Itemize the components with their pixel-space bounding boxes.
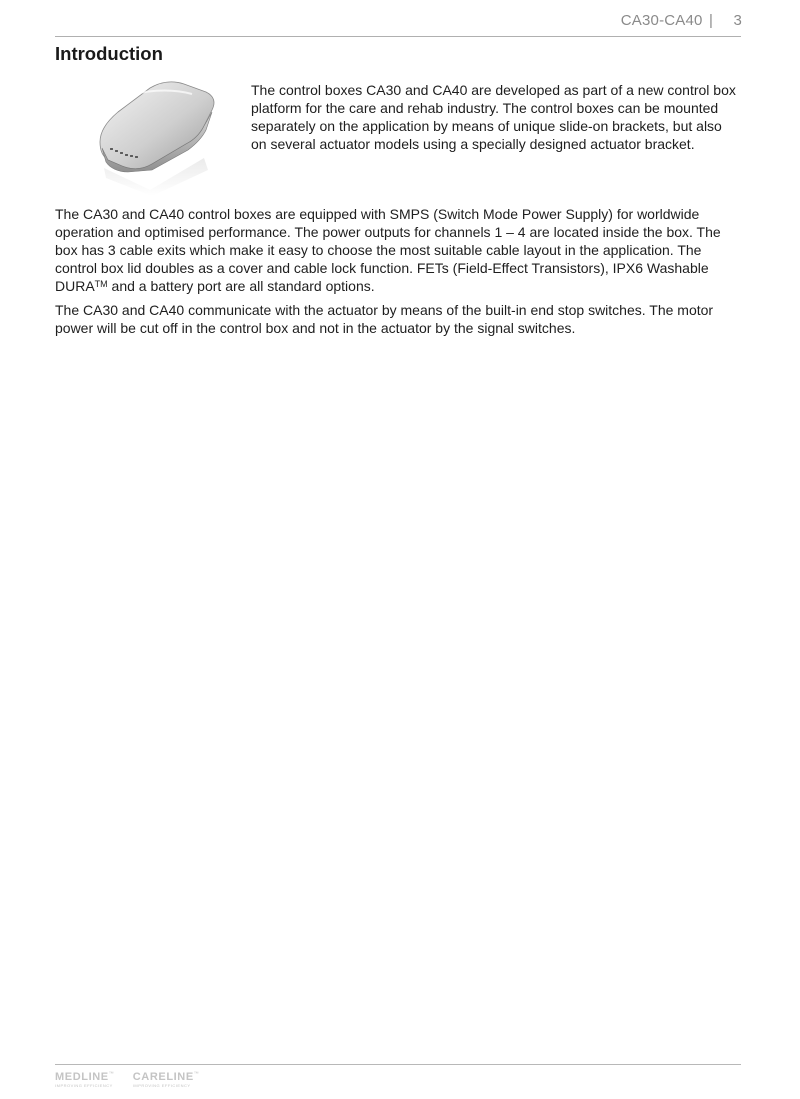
control-box-product-image [92, 78, 222, 198]
section-title: Introduction [55, 43, 163, 64]
features-paragraph [55, 205, 745, 295]
footer-logos [55, 1068, 213, 1089]
footer-divider [55, 1064, 741, 1065]
features-text: The CA30 and CA40 control boxes are equipped with SMPS (Switch Mode Power Supply) for worldwide operation and optimised performance. The power outputs for channels 1 – 4 are located inside the box. The box has 3 cable exits which make it easy to choose the most suitable cable layout in the application. The control box lid doubles as a cover and cable lock function. FETs (Field-Effect Transistors), IPX6 Washable DURA [55, 206, 721, 294]
communication-paragraph: The CA30 and CA40 communicate with the actuator by means of the built-in end stop switches. The motor power will be cut off in the control box and not in the actuator by the signal switches. [55, 302, 714, 336]
careline-logo: CARELINE™ IMPROVING EFFICIENCY [132, 1071, 200, 1088]
page-number: 3 [733, 12, 742, 29]
features-text-end: and a battery port are all standard options. [107, 278, 375, 294]
header-separator: | [708, 12, 714, 29]
running-header [621, 12, 742, 29]
medline-logo: MEDLINE™ IMPROVING EFFICIENCY [55, 1071, 115, 1088]
document-code: CA30-CA40 [620, 12, 703, 29]
trademark-mark: TM [94, 279, 108, 289]
intro-paragraph: The control boxes CA30 and CA40 are developed as part of a new control box platform for the care and rehab industry. The control boxes can be mounted separately on the application by means of unique slide-on brackets, but also on several actuator models using a specially designed actuator bracket. [251, 82, 736, 152]
header-divider [55, 36, 741, 37]
